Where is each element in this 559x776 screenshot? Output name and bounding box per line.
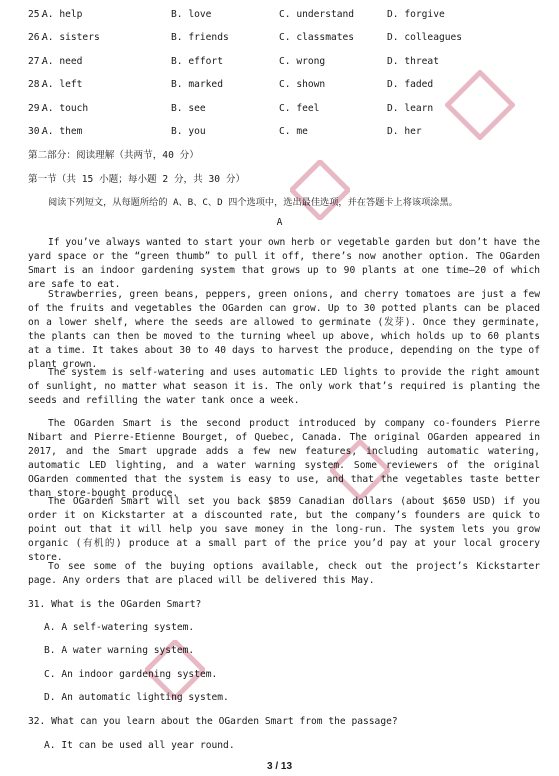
option-row-25: 25. A. help B. love C. understand D. forgive <box>28 9 445 20</box>
passage-paragraph-1: If you’ve always wanted to start your own herb or vegetable garden but don’t have the yard space or the “green thumb” to pull it off, there’s now another option. The OGarden Smart is an indoor gardening system that grows up to 90 plants at one time—20 of which are safe to eat. <box>28 237 540 290</box>
passage-label: A <box>276 217 283 228</box>
option-row-27: 27. A. need B. effort C. wrong D. threat <box>28 56 439 67</box>
passage-paragraph-6: To see some of the buying options available, check out the project’s Kickstarter page. Any orders that are placed will be delivered this May. <box>28 561 540 586</box>
passage-paragraph-3: The system is self-watering and uses automatic LED lights to provide the right amount of sunlight, no matter what season it is. The only work that’s required is planting the seeds and refilling the water tank once a week. <box>28 367 540 406</box>
option-row-29: 29. A. touch B. see C. feel D. learn <box>28 103 434 114</box>
question-32-stem: 32. What can you learn about the OGarden Smart from the passage? <box>28 716 398 727</box>
question-32-option-a: A. It can be used all year round. <box>44 740 235 751</box>
question-31-option-a: A. A self-watering system. <box>44 622 195 633</box>
option-row-28: 28. A. left B. marked C. shown D. faded <box>28 79 434 90</box>
watermark-logo-icon <box>290 160 350 220</box>
question-31-option-b: B. A water warning system. <box>44 645 195 656</box>
section1-heading: 第一节（共 15 小题；每小题 2 分，共 30 分） <box>28 174 246 185</box>
passage-paragraph-2: Strawberries, green beans, peppers, green onions, and cherry tomatoes are just a few of the fruits and vegetables the OGarden can grow. Up to 30 potted plants can be placed on a lower shelf, where the seeds are allowed to germinate (发芽). Once they germinate, the plants can then be moved to the turning wheel up above, which holds up to 60 plants at a time. It takes about 30 to 40 days to harvest the produce, depending on the type of plant grown. <box>28 289 540 370</box>
part2-heading: 第二部分：阅读理解（共两节，40 分） <box>28 150 199 161</box>
instruction: 阅读下列短文，从每题所给的 A、B、C、D 四个选项中，选出最佳选项，并在答题卡上将该项涂黑。 <box>48 197 458 208</box>
option-row-26: 26. A. sisters B. friends C. classmates D. colleagues <box>28 32 463 43</box>
page-number: 3 / 13 <box>266 761 293 772</box>
question-31-stem: 31. What is the OGarden Smart? <box>28 599 202 610</box>
option-row-30: 30. A. them B. you C. me D. her <box>28 126 422 137</box>
question-31-option-d: D. An automatic lighting system. <box>44 692 229 703</box>
question-31-option-c: C. An indoor gardening system. <box>44 669 218 680</box>
passage-paragraph-4: The OGarden Smart is the second product introduced by company co-founders Pierre Nibart and Pierre-Etienne Bourget, of Quebec, Canada. The original OGarden appeared in 2017, and the Smart upgrade adds a few new features, including automatic watering, automatic LED lighting, and a water warning system. Some reviewers of the original OGarden commented that the system is easy to use, and that the vegetables taste better than store-bought produce. <box>28 418 540 499</box>
passage-paragraph-5: The OGarden Smart will set you back $859 Canadian dollars (about $650 USD) if you order it on Kickstarter at a discounted rate, but the company’s founders are quick to point out that it will help you save money in the long-run. The system lets you grow organic (有机的) produce at a small part of the price you’d pay at your local grocery store. <box>28 496 540 563</box>
